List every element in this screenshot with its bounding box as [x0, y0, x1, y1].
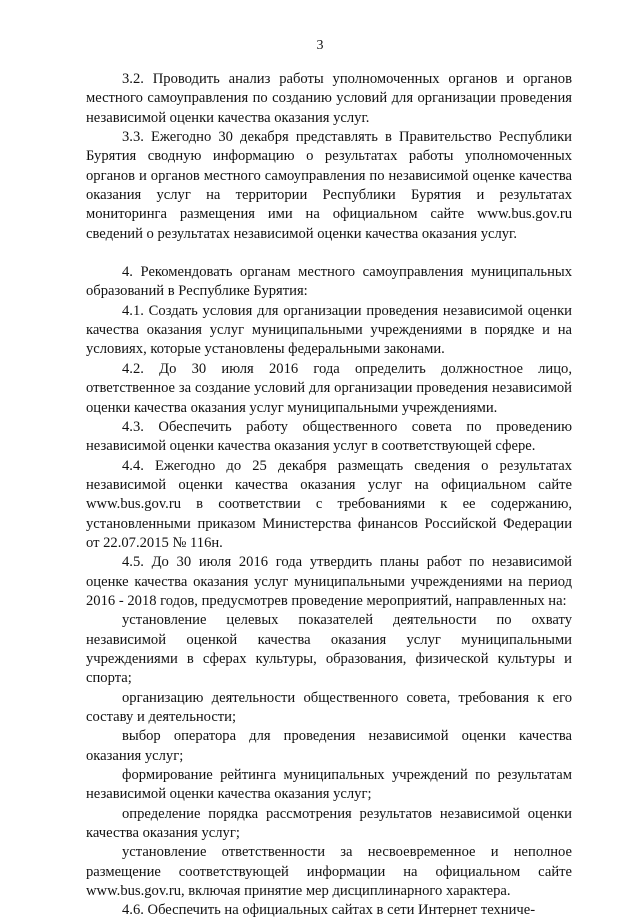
paragraph-4-1: 4.1. Создать условия для организации проведения независимой оценки качества оказания услуг муниципальными учреждениями в порядке и на условиях, которые установлены федеральными законами.	[86, 302, 572, 358]
paragraph-4-5: 4.5. До 30 июля 2016 года утвердить планы работ по независимой оценке качества оказания услуг муниципальными учреждениями на период 2016 - 2018 годов, предусмотрев проведение мероприятий, направленных на:	[86, 554, 572, 609]
paragraph-4: 4. Рекомендовать органам местного самоуправления муниципальных образований в Республике Бурятия:	[86, 264, 572, 300]
paragraph-4-2: 4.2. До 30 июля 2016 года определить должностное лицо, ответственное за создание условий для организации проведения независимой оценки качества оказания услуг муниципальными учреждениями.	[86, 360, 572, 416]
paragraph-4-3: 4.3. Обеспечить работу общественного совета по проведению независимой оценки качества оказания услуг в соответствующей сфере.	[86, 418, 572, 455]
list-item-rating: формирование рейтинга муниципальных учреждений по результатам независимой оценки качества оказания услуг;	[86, 767, 572, 803]
list-item-operator-choice: выбор оператора для проведения независимой оценки качества оказания услуг;	[86, 728, 572, 764]
paragraph-4-4: 4.4. Ежегодно до 25 декабря размещать сведения о результатах независимой оценки качества оказания услуг на официальном сайте www.bus.gov.ru в соответствии с требованиями к ее содержанию, установленными приказом Министерства финансов Российской Федерации от 22.07.2015 № 116н.	[86, 457, 572, 551]
paragraph-3-2: 3.2. Проводить анализ работы уполномоченных органов и органов местного самоуправления по созданию условий для организации проведения независимой оценки качества оказания услуг.	[86, 71, 572, 126]
paragraph-4-6: 4.6. Обеспечить на официальных сайтах в сети Интернет техниче-	[122, 902, 536, 919]
page-number: 3	[316, 38, 324, 53]
list-item-responsibility: установление ответственности за несвоевременное и неполное размещение соответствующей информации на официальном сайте www.bus.gov.ru, включая принятие мер дисциплинарного характера.	[86, 844, 572, 900]
paragraph-3-3: 3.3. Ежегодно 30 декабря представлять в Правительство Республики Бурятия сводную информацию о результатах работы уполномоченных органов и органов местного самоуправления по независимой оценке качества оказания услуг на территории Республики Бурятия и результатах мониторинга размещения ими на официальном сайте www.bus.gov.ru сведений о результатах независимой оценки качества оказания услуг.	[86, 129, 572, 242]
list-item-target-indicators: установление целевых показателей деятельности по охвату независимой оценкой качества оказания услуг муниципальными учреждениями в сферах культуры, образования, физической культуры и спорта;	[86, 612, 572, 687]
list-item-review-procedure: определение порядка рассмотрения результатов независимой оценки качества оказания услуг;	[86, 805, 572, 842]
document-body	[86, 70, 572, 921]
list-item-public-council: организацию деятельности общественного совета, требования к его составу и деятельности;	[86, 689, 572, 725]
